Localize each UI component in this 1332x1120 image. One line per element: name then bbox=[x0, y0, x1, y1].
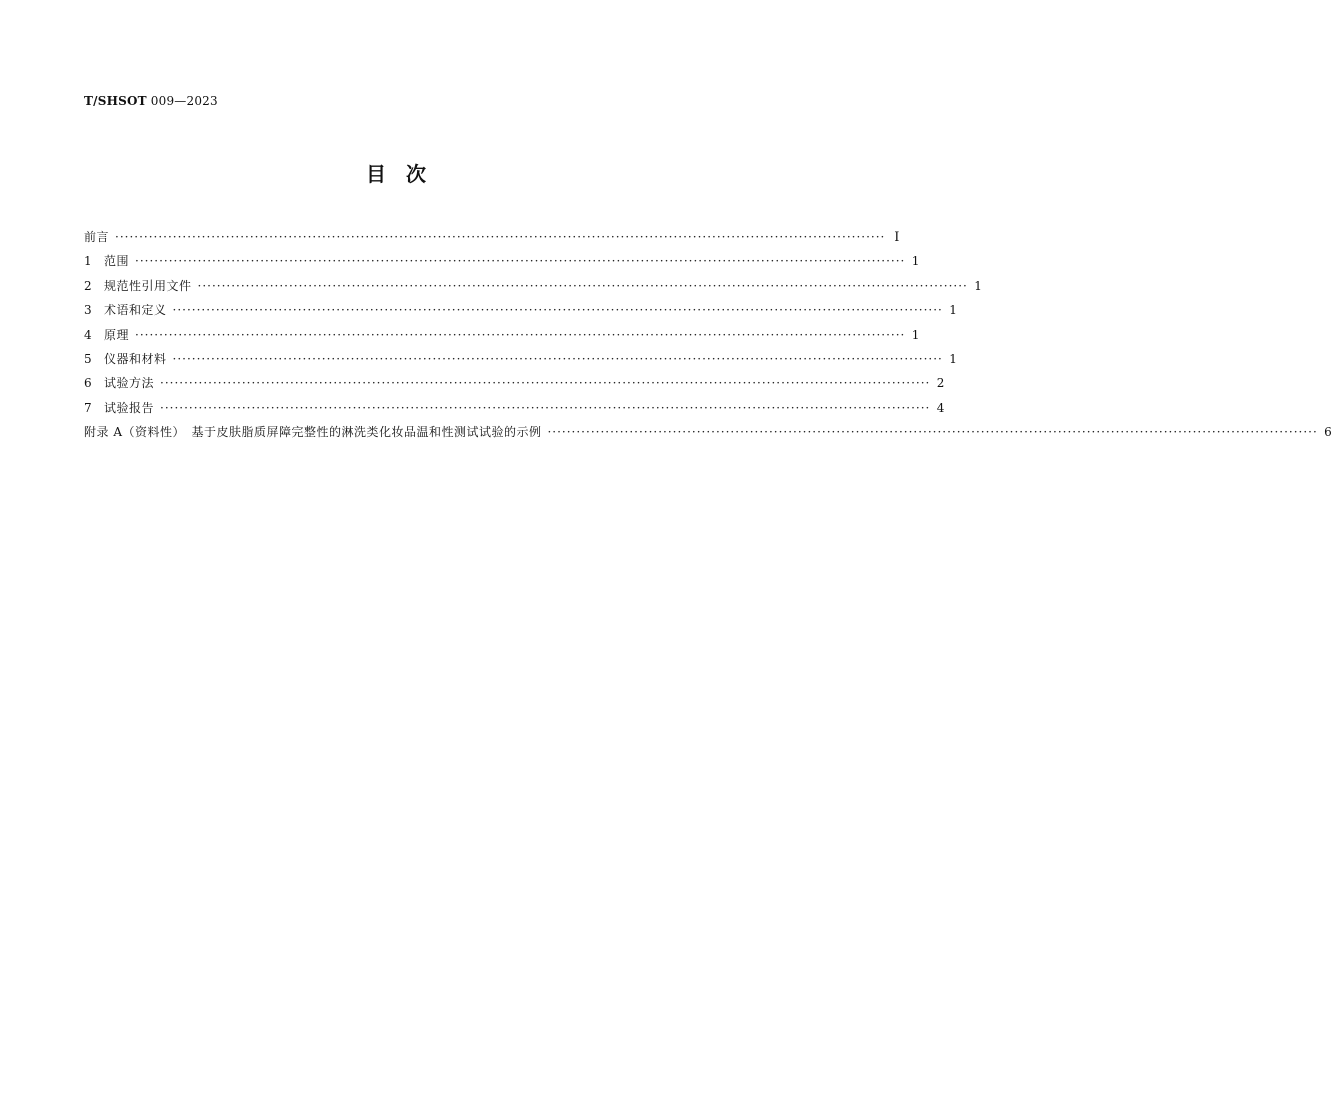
document-code-prefix: T/SHSOT bbox=[84, 94, 147, 108]
toc-entry-number: 1 bbox=[84, 254, 92, 269]
toc-title: 目 次 bbox=[366, 162, 426, 186]
toc-entry-number: 2 bbox=[84, 278, 92, 293]
toc-entry-label: 原理 bbox=[104, 327, 130, 342]
toc-entry-page: 1 bbox=[911, 254, 920, 269]
toc-entry-normative-references[interactable] bbox=[84, 276, 982, 300]
toc-entry-page: 1 bbox=[949, 351, 957, 366]
toc-leader-dots: ································································································································································ bbox=[135, 327, 906, 342]
toc-leader-dots: ································································································································································ bbox=[197, 278, 968, 293]
toc-entry-test-method[interactable] bbox=[84, 373, 945, 397]
toc-leader-dots: ································································································································································ bbox=[160, 400, 931, 415]
toc-entry-scope[interactable] bbox=[84, 251, 920, 275]
toc-entry-test-report[interactable] bbox=[84, 398, 945, 422]
toc-entry-label: 试验报告 bbox=[104, 400, 155, 415]
toc-leader-dots: ································································································································································ bbox=[172, 303, 943, 318]
toc-entry-number: 5 bbox=[84, 351, 92, 366]
toc-leader-dots: ································································································································································ bbox=[547, 425, 1318, 440]
toc-entry-page: Ⅰ bbox=[894, 230, 900, 245]
document-code bbox=[84, 94, 218, 108]
table-of-contents bbox=[84, 227, 1332, 447]
toc-entry-number: 6 bbox=[84, 376, 92, 391]
toc-entry-page: 1 bbox=[911, 327, 920, 342]
document-code-number: 009—2023 bbox=[150, 94, 218, 108]
toc-entry-label: 规范性引用文件 bbox=[104, 278, 192, 293]
toc-entry-appendix-a[interactable] bbox=[84, 422, 1332, 446]
toc-entry-label: 范围 bbox=[104, 254, 130, 269]
toc-entry-foreword[interactable] bbox=[84, 227, 900, 251]
toc-entry-number: 4 bbox=[84, 327, 92, 342]
toc-entry-label: 附录 A（资料性） 基于皮肤脂质屏障完整性的淋洗类化妆品温和性测试试验的示例 bbox=[84, 425, 542, 440]
toc-leader-dots: ································································································································································ bbox=[160, 376, 931, 391]
toc-entry-number: 3 bbox=[84, 303, 92, 318]
toc-leader-dots: ································································································································································ bbox=[115, 230, 886, 244]
toc-entry-label: 术语和定义 bbox=[104, 303, 167, 318]
toc-entry-page: 1 bbox=[949, 303, 957, 318]
toc-entry-label: 仪器和材料 bbox=[104, 351, 167, 366]
toc-entry-label: 前言 bbox=[84, 230, 110, 244]
toc-entry-page: 2 bbox=[936, 376, 945, 391]
toc-entry-page: 1 bbox=[974, 278, 982, 293]
toc-entry-label: 试验方法 bbox=[104, 376, 155, 391]
toc-leader-dots: ································································································································································ bbox=[172, 351, 943, 366]
toc-entry-number: 7 bbox=[84, 400, 92, 415]
toc-entry-instruments-materials[interactable] bbox=[84, 349, 957, 373]
toc-entry-page: 6 bbox=[1324, 425, 1332, 440]
toc-leader-dots: ································································································································································ bbox=[135, 254, 906, 269]
toc-entry-page: 4 bbox=[936, 400, 945, 415]
toc-entry-terms-definitions[interactable] bbox=[84, 300, 957, 324]
toc-entry-principle[interactable] bbox=[84, 325, 920, 349]
